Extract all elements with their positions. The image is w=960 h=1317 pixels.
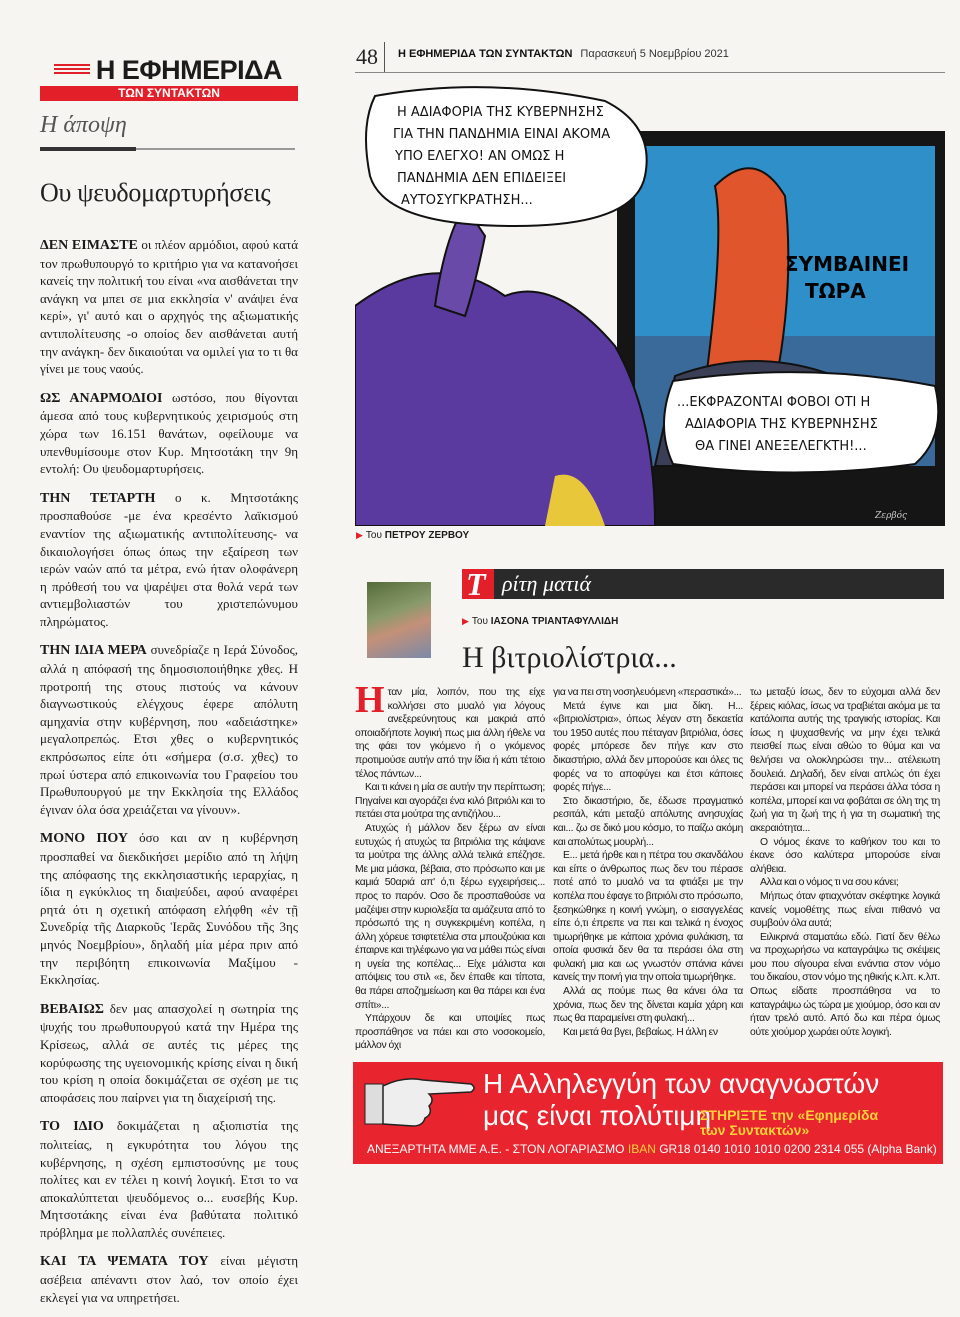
article-paragraph: [355, 1012, 545, 1053]
article-paragraph: [355, 679, 545, 781]
paragraph-lead: ΜΟΝΟ ΠΟΥ: [40, 831, 129, 847]
byline: [462, 616, 618, 627]
triangle-icon: ▶: [462, 616, 469, 626]
iban-line: [367, 1142, 937, 1156]
author-name: ΙΑΣΟΝΑ ΤΡΙΑΝΤΑΦΥΛΛΙΔΗ: [490, 616, 619, 627]
tv-caption: ΣΥΜΒΑΙΝΕΙ: [785, 252, 910, 276]
iban-number[interactable]: GR18 0140 1010 1010 0200 2314 055: [659, 1142, 865, 1156]
article-paragraph: [750, 890, 940, 931]
support-banner: [353, 1062, 943, 1164]
article-paragraph: [553, 795, 743, 849]
paper-name: Η ΕΦΗΜΕΡΙΔΑ ΤΩΝ ΣΥΝΤΑΚΤΩΝ: [398, 48, 573, 60]
divider: [384, 42, 385, 72]
iban-label: IBAN: [627, 1142, 656, 1156]
paragraph-lead: ΔΕΝ ΕΙΜΑΣΤΕ: [40, 238, 138, 253]
paragraph-text: δοκιμάζεται η αξιοπιστία της πολιτείας, η εγκυρότητα του λόγου της κυβέρνησης, η σχέση εμπιστοσύνης με τους πολίτες και εν τέλει η κοινή λογική. Ετσι το να αποκαλύπτεται ψευδόμενος ο... ευσεβής Κυρ. Μητσοτάκης είναι ένα βαθύτατα πολιτικό πρόβλημα με πολλαπλές συνέπειες.: [40, 1118, 298, 1240]
paragraph-text: Και τι κάνει η μία σε αυτήν την περίπτωση; Πηγαίνει και αγοράζει ένα κιλό βιτριόλι και το πετάει στα μούτρα της αντιζήλου...: [355, 782, 545, 821]
editorial-paragraph: [40, 641, 298, 818]
paragraph-text: Και μετά θα βγει, βεβαίως. Η άλλη εν: [563, 1026, 718, 1038]
paragraph-lead: ΚΑΙ ΤΑ ΨΕΜΑΤΑ ΤΟΥ: [40, 1254, 209, 1270]
article-column-3: [750, 686, 940, 1039]
running-header: [398, 48, 729, 60]
speech-bubble-1-line: ΑΥΤΟΣΥΓΚΡΑΤΗΣΗ...: [401, 193, 533, 208]
cartoon-credit: [356, 530, 469, 541]
masthead-line2: ΤΩΝ ΣΥΝΤΑΚΤΩΝ: [40, 86, 298, 101]
paragraph-text: οι πλέον αρμόδιοι, αφού κατά τον πρωθυπουργό το κριτήριο για να κατανοήσει κανείς την πολιτική του είναι «να αισθάνεται την ανάγκη να μπει σε μια εκκλησία ν' ανάψει ένα κερί», γι' αυτό και ο αρχηγός της αξιωματικής αντιπολίτευσης -ο οποίος δεν αισθάνεται αυτή την ανάγκη- δεν δικαιούται να ομιλεί για το τι θα γίνει με τους ναούς.: [40, 237, 299, 377]
bank-name: (Alpha Bank): [867, 1142, 937, 1156]
tv-caption: ΤΩΡΑ: [805, 279, 866, 303]
speech-bubble-1-line: ΓΙΑ ΤΗΝ ΠΑΝΔΗΜΙΑ ΕΙΝΑΙ ΑΚΟΜΑ: [393, 127, 611, 142]
editorial-title: Ου ψευδομαρτυρήσεις: [40, 178, 271, 207]
paragraph-text: Μετά έγινε και μια δίκη. Η... «βιτριολίστρια», όπως λέγαν στη δεκαετία του 1950 αυτές που πέταγαν βιτριόλια, όσες φορές μπόρεσε δεν πήγε καν στο δικαστήριο, αλλά δεν μπορούσε και όλες τις φορές να το αποφύγει και έτσι κάποιες φορές πήγε...: [553, 700, 743, 794]
article-paragraph: [553, 686, 743, 700]
paragraph-text: Ατυχώς ή μάλλον δεν ξέρω αν είναι ευτυχώς ή ατυχώς τα βιτριόλια της κάψανε τα μούτρα της άλλης αλλά τελικά επέζησε. Με μια μάσκα, βέβαια, στο πρόσωπο και με καμιά 50αριά απ' ό,τι ξέρω εγχειρήσεις... προς το παρόν. Οσο δε προσπαθούσε να μαζέψει στην κυριολεξία τα αμάζευτα από το πρόσωπό της η συγκεκριμένη κοπέλα, η άλλη χόρευε τσιφτετέλια στα μπουζούκια και έπαιρνε και τηλέφωνο για να μάθει πώς είναι η υγεία της κοπέλας... Είχε μάλιστα και απόψεις του στιλ «ε, δεν έπαθε και τίποτα, θα πάρει αποζημείωση και θα πάρει και ένα σπίτι»...: [355, 822, 545, 1011]
paragraph-lead: ΤΗΝ ΙΔΙΑ ΜΕΡΑ: [40, 643, 147, 659]
paragraph-lead: ΤΟ ΙΔΙΟ: [40, 1119, 104, 1135]
editorial-paragraph: [40, 236, 298, 378]
paragraph-text: ο κ. Μητσοτάκης προσπαθούσε -με ένα κρεσέντο λαϊκισμού εναντίον της αξιωματικής αντιπολίτευσης- να δικαιολογήσει όπως όπως την εξαίρεση των ιερών ναών από τα μέτρα, ενώ ήταν ολοφάνερη η πρόθεσή του να ψαρέψει στα θολά νερά των αντιεμβολιαστών του χριστεπώνυμου πληρώματος.: [40, 489, 298, 629]
article-paragraph: [553, 985, 743, 1026]
author-photo: [367, 582, 431, 658]
article-paragraph: [553, 700, 743, 795]
editorial-paragraph: [40, 1252, 298, 1306]
credit-prefix: Του: [365, 530, 382, 541]
paragraph-text: ωστόσο, που θίγονται άμεσα από τους κυβερνητικούς χειρισμούς στη χώρα των 16.151 θανάτων, οφείλουμε να υπενθυμίσουμε στον Κυρ. Μητσοτάκη την 9η εντολή: Ου ψευδομαρτυρήσεις.: [40, 389, 298, 477]
paragraph-text: Ειλικρινά σταματάω εδώ. Γιατί δεν θέλω να προχωρήσω να καταγράψω τις σκέψεις μου που σίγουρα είναι ενάντια στον νόμο του δικαίου, στον νόμο της ηθικής κ.λπ. κ.λπ. Οπως είδατε προσπάθησα να το καταγράψω ώς τώρα με χιούμορ, όσο και αν ήταν τρελό αυτό. Από δω και πέρα όμως ούτε χιούμορ χωράει ούτε λογική.: [750, 931, 940, 1038]
credit-name: ΠΕΤΡΟΥ ΖΕΡΒΟΥ: [384, 530, 470, 541]
paragraph-text: συνεδρίαζε η Ιερά Σύνοδος, αλλά η απόφασή της δημοσιοποιήθηκε χθες. Η προτροπή της στους πιστούς να κάνουν διαγνωστικούς ελέγχους έφερε απόλυτη αμηχανία στην κυβέρνηση, που «αδειάστηκε» μεγαλοπρεπώς. Ετσι χθες ο κυβερνητικός εκπρόσωπος είπε ότι «σήμερα (σ.σ. χθες) το πρωί ύστερα από επικοινωνία του Γραφείου του Πρωθυπουργού με την Εκκλησία της Ελλάδος έγιναν όλα όσα χρειάζεται να γίνουν».: [40, 642, 298, 817]
article-paragraph: [750, 836, 940, 877]
divider: [40, 148, 295, 150]
article-paragraph: [750, 876, 940, 890]
speech-bubble-1-line: ΥΠΟ ΕΛΕΓΧΟ! ΑΝ ΟΜΩΣ Η: [395, 149, 565, 164]
column-initial: Τ: [466, 566, 486, 602]
paragraph-text: Στο δικαστήριο, δε, έδωσε πραγματικό ρεσιτάλ, κάτι μεταξύ απόλυτης ανησυχίας και... ζω σε δικό μου κόσμο, το παίζω ακόμη και απολύτως μουρλή...: [553, 795, 743, 848]
article-column-2: [553, 686, 743, 1039]
divider: [355, 72, 945, 73]
speech-bubble-2-line: ...ΕΚΦΡΑΖΟΝΤΑΙ ΦΟΒΟΙ ΟΤΙ Η: [677, 395, 871, 410]
paragraph-lead: ΩΣ ΑΝΑΡΜΟΔΙΟΙ: [40, 390, 163, 406]
support-line: των Συντακτών»: [700, 1122, 810, 1138]
support-line: ΣΤΗΡΙΞΤΕ την «Εφημερίδα: [700, 1107, 879, 1123]
editorial-paragraph: [40, 829, 298, 988]
article-column-1: [355, 679, 545, 1053]
section-label: Η άποψη: [40, 112, 127, 138]
paragraph-text: είναι μέγιστη ασέβεια απέναντι στον λαό, τον οποίο έχει εκλεγεί για να υπηρετήσει.: [40, 1253, 298, 1305]
paragraph-text: Ο νόμος έκανε το καθήκον του και το έκανε όσο καλύτερα μπορούσε είναι αλήθεια.: [750, 836, 940, 875]
support-text: [700, 1108, 878, 1138]
column-label: ρίτη ματιά: [502, 571, 592, 596]
editorial-paragraph: [40, 389, 298, 478]
paragraph-text: Αλλα και ο νόμος τι να σου κάνει;: [760, 877, 899, 889]
editorial-body: [40, 236, 298, 1317]
speech-bubble-2-line: ΑΔΙΑΦΟΡΙΑ ΤΗΣ ΚΥΒΕΡΝΗΣΗΣ: [685, 417, 878, 432]
byline-prefix: Του: [471, 616, 488, 627]
article-paragraph: [553, 1026, 743, 1040]
speech-bubble-2-line: ΘΑ ΓΙΝΕΙ ΑΝΕΞΕΛΕΓΚΤΗ!...: [695, 439, 867, 454]
column-banner: [462, 566, 944, 602]
political-cartoon: [355, 86, 945, 526]
paragraph-lead: ΤΗΝ ΤΕΤΑΡΤΗ: [40, 490, 156, 506]
page-number: 48: [356, 44, 378, 69]
speech-bubble-1-line: ΠΑΝΔΗΜΙΑ ΔΕΝ ΕΠΙΔΕΙΞΕΙ: [397, 171, 567, 186]
paragraph-lead: ΒΕΒΑΙΩΣ: [40, 1001, 104, 1017]
masthead-line1: Η ΕΦΗΜΕΡΙΔΑ: [95, 55, 282, 85]
pointing-hand-icon: [363, 1070, 478, 1132]
banner-headline-2: μας είναι πολύτιμη: [483, 1100, 712, 1131]
article-paragraph: [750, 686, 940, 836]
editorial-paragraph: [40, 1117, 298, 1241]
paragraph-text: δεν μας απασχολεί η σωτηρία της ψυχής του πρωθυπουργού κατά την Ημέρα της Κρίσεως, αλλά σε αυτές τις μέρες της κορύφωσης της υγειονομικής κρίσης είναι η δική του κρίση η οποία δοκιμάζεται σε σχέση με τις αποφάσεις που παίρνει για τη διαχείρισή της.: [40, 1000, 298, 1105]
triangle-icon: ▶: [356, 530, 363, 540]
masthead-logo: [40, 56, 298, 101]
banner-headline-1: Η Αλληλεγγύη των αναγνωστών: [483, 1068, 880, 1099]
editorial-paragraph: [40, 489, 298, 631]
article-paragraph: [355, 781, 545, 822]
paragraph-text: για να πει στη νοσηλευόμενη «περαστικά»...: [553, 687, 742, 698]
article-paragraph: [355, 822, 545, 1012]
paragraph-text: Μήπως όταν φτιαχνόταν σκέφτηκε λογικά κανείς νομοθέτης πως είναι πιθανό να συμβούν όλα αυτά;: [750, 890, 940, 930]
artist-signature: Ζερβός: [875, 511, 908, 521]
article-paragraph: [553, 849, 743, 985]
paragraph-text: ταν μία, λοιπόν, που της είχε κολλήσει στο μυαλό για λόγους ανεξερεύνητους και μακριά από οποιαδήποτε λογική πως μια άλλη ήθελε να της φάει τον γκόμενο ή ο γκόμενος προτιμούσε αυτήν από την ίδια ή κάτι τέτοιο τέλος πάντων...: [355, 687, 545, 780]
article-title: Η βιτριολίστρια...: [462, 641, 677, 674]
speed-streak-icon: [54, 64, 90, 76]
editorial-paragraph: [40, 1000, 298, 1107]
paragraph-text: Υπάρχουν δε και υποψίες πως προσπάθησε να πάει και στο νοσοκομείο, μάλλον όχι: [355, 1013, 545, 1052]
iban-prefix: ΑΝΕΞΑΡΤΗΤΑ ΜΜΕ Α.Ε. - ΣΤΟΝ ΛΟΓΑΡΙΑΣΜΟ: [367, 1142, 625, 1156]
paragraph-text: όσο και αν η κυβέρνηση προσπαθεί να διεκδικήσει μερίδιο από τη λήψη της απόφασης της εκκλησιαστικής ιεραρχίας, η ίδια η εγκύκλιος τη διαψεύδει, αφού αναφέρει ρητά ότι η σχετική απόφαση ελήφθη «ἐν τῇ Συνεδρίᾳ τῆς Διαρκοῦς Ἱερᾶς Συνόδου τῆς 3ης μηνός Νοεμβρίου», δηλαδή μία μέρα πριν από την περιβόητη επικοινωνία Μαξίμου - Εκκλησίας.: [40, 830, 298, 988]
paragraph-text: τω μεταξύ ίσως, δεν το εύχομαι αλλά δεν ξέρεις κιόλας, ίσως να τραβιέται ακόμα με τα κατάλοιπα αυτής της τραγικής ιστορίας. Και ίσως η ψυχασθενής να μην έχει τελικά πεισθεί πως είναι αθώο το θύμα και να θελήσει να ολοκληρώσει την... ατέλειωτη δουλειά. Δηλαδή, δεν είναι απλώς ότι έχει περάσει και μπορεί να περάσει άλλα τόσα η κοπέλα, μπορεί και να φοβάται σε όλη της τη ζωή για τη ζωή της ή για τη σωματική της ακεραιότητα...: [750, 687, 940, 834]
drop-cap: Η: [355, 679, 385, 721]
article-paragraph: [750, 931, 940, 1040]
paragraph-text: Ε... μετά ήρθε και η πέτρα του σκανδάλου και είπε ο άνθρωπος πως δεν του πέρασε ποτέ από το μυαλό να τα φτιάξει με την κοπέλα που έφαγε το βιτριόλι στο πρόσωπο, ξεσηκώθηκε η κοινή γνώμη, ο εισαγγελέας είπε ό,τι έπρεπε να πει και τελικά η ένοχος τιμωρήθηκε με κάποια χρόνια φυλάκιση, τα οποία φυσικά δεν θα τα περάσει όλα στη φυλακή μια και ως γνωστόν σπάνια κάνει κανείς την ποινή για την οποία τιμωρήθηκε.: [553, 850, 743, 984]
paragraph-text: Αλλά ας πούμε πως θα κάνει όλα τα χρόνια, πως δεν της δίνεται καμία χάρη και πως θα παραμείνει στη φυλακή...: [553, 986, 743, 1025]
issue-date: Παρασκευή 5 Νοεμβρίου 2021: [580, 48, 729, 60]
speech-bubble-1-line: Η ΑΔΙΑΦΟΡΙΑ ΤΗΣ ΚΥΒΕΡΝΗΣΗΣ: [397, 105, 604, 120]
